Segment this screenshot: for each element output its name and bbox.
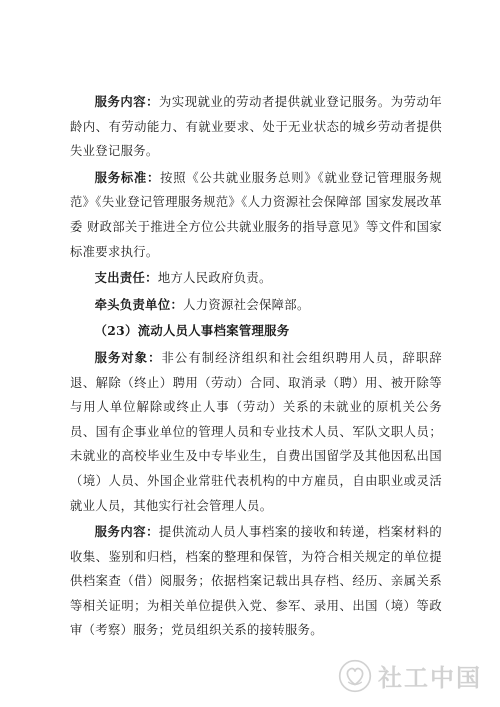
- paragraph-text: 提供流动人员人事档案的接收和转递，档案材料的收集、鉴别和归档，档案的整理和保管，为符合相关规定的单位提供档案查（借）阅服务；依据档案记载出具存档、经历、亲属关系等相关证明；为相关单位提供入党、参军、录用、出国（境）等政审（考察）服务；党员组织关系的接转服务。: [70, 525, 442, 638]
- paragraph-service-content-2: [70, 520, 442, 643]
- paragraph-text: 地方人民政府负责。: [157, 271, 272, 286]
- paragraph-label: 服务内容：: [94, 94, 159, 109]
- paragraph-label: 服务内容：: [94, 524, 159, 540]
- paragraph-service-standard: [70, 166, 442, 264]
- paragraph-text: 非公有制经济组织和社会组织聘用人员，辞职辞退、解除（终止）聘用（劳动）合同、取消录（聘）用、被开除等与用人单位解除或终止人事（劳动）关系的未就业的原机关公务员、国有企事业单位的管理人员和专业技术人员、军队文职人员；未就业的高校毕业生及中专毕业生，自费出国留学及其他因私出国（境）人员、外国企业常驻代表机构的中方雇员，自由职业或灵活就业人员，其他实行社会管理人员。: [70, 350, 442, 513]
- paragraph-expenditure-responsibility: [70, 266, 442, 291]
- paragraph-lead-unit: [70, 293, 442, 318]
- paragraph-label: 服务对象：: [94, 349, 162, 365]
- paragraph-label: 牵头负责单位：: [94, 296, 184, 312]
- section-heading: （23）流动人员人事档案管理服务: [94, 323, 290, 339]
- paragraph-text: 为实现就业的劳动者提供就业登记服务。为劳动年龄内、有劳动能力、有就业要求、处于无业状态的城乡劳动者提供失业登记服务。: [70, 95, 442, 159]
- paragraph-label: 支出责任：: [94, 270, 158, 286]
- watermark: [338, 658, 482, 693]
- heart-hands-logo-icon: [338, 659, 372, 693]
- paragraph-label: 服务标准：: [94, 169, 161, 185]
- paragraph-text: 人力资源社会保障部。: [183, 297, 310, 312]
- paragraph-service-content: [70, 90, 442, 164]
- watermark-text: 社工中国: [378, 664, 482, 692]
- document-body: [70, 90, 442, 645]
- paragraph-text: 按照《公共就业服务总则》《就业登记管理服务规范》《失业登记管理服务规范》《人力资源社会保障部 国家发展改革委 财政部关于推进全方位公共就业服务的指导意见》等文件和国家标准要求执行。: [70, 170, 442, 259]
- paragraph-service-target: [70, 346, 442, 518]
